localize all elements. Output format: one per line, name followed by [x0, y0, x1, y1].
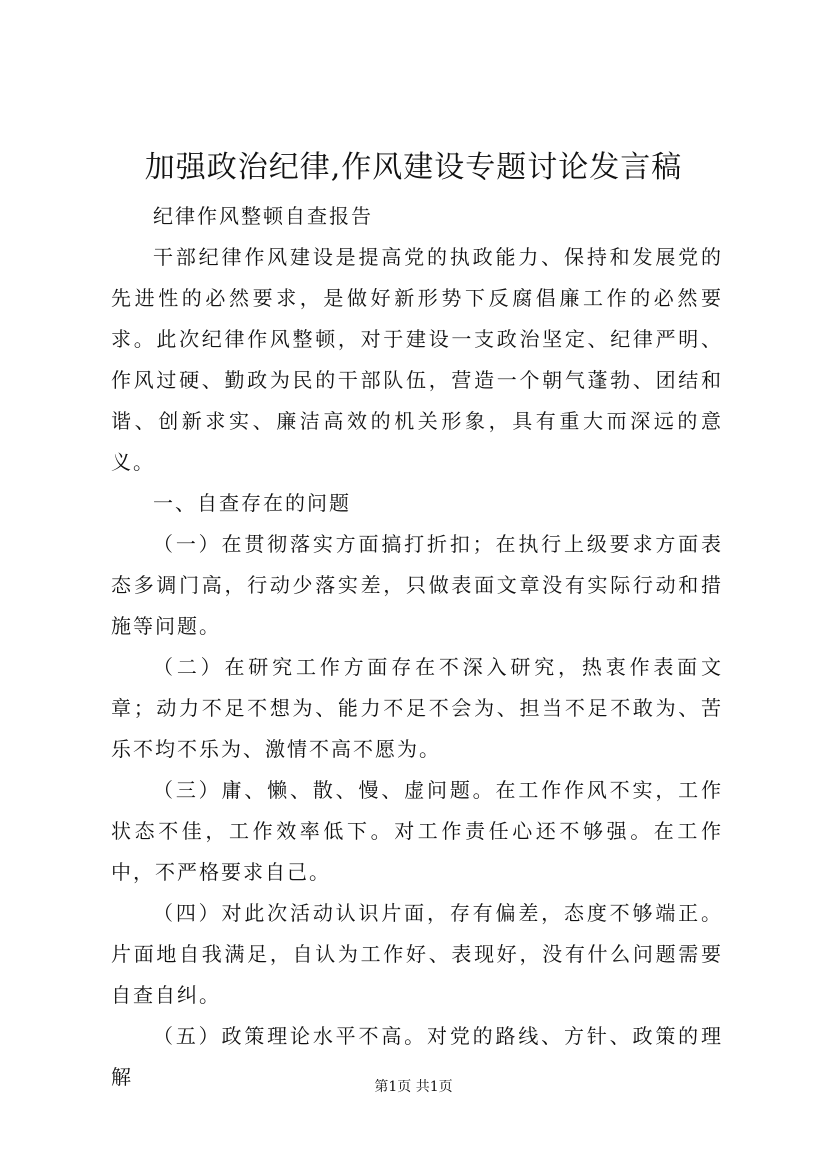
- document-title: 加强政治纪律,作风建设专题讨论发言稿: [144, 150, 683, 185]
- paragraph-intro: 干部纪律作风建设是提高党的执政能力、保持和发展党的先进性的必然要求，是做好新形势下反腐倡廉工作的必然要求。此次纪律作风整顿，对于建设一支政治坚定、纪律严明、作风过硬、勤政为民的干部队伍，营造一个朝气蓬勃、团结和谐、创新求实、廉洁高效的机关形象，具有重大而深远的意义。: [111, 245, 723, 474]
- document-body: [111, 196, 723, 1098]
- paragraph-subtitle: 纪律作风整顿自查报告: [153, 204, 373, 228]
- paragraph-item-1: （一）在贯彻落实方面搞打折扣；在执行上级要求方面表态多调门高，行动少落实差，只做表面文章没有实际行动和措施等问题。: [111, 532, 723, 638]
- page-footer: 第1页 共1页: [374, 1079, 453, 1095]
- section-heading: 一、自查存在的问题: [153, 491, 351, 515]
- paragraph-item-3: （三）庸、懒、散、慢、虚问题。在工作作风不实，工作状态不佳，工作效率低下。对工作责任心还不够强。在工作中，不严格要求自己。: [111, 778, 723, 884]
- paragraph-item-5: （五）政策理论水平不高。对党的路线、方针、政策的理解: [111, 1024, 723, 1089]
- paragraph-item-2: （二）在研究工作方面存在不深入研究，热衷作表面文章；动力不足不想为、能力不足不会为、担当不足不敢为、苦乐不均不乐为、激情不高不愿为。: [111, 655, 723, 761]
- paragraph-item-4: （四）对此次活动认识片面，存有偏差，态度不够端正。片面地自我满足，自认为工作好、表现好，没有什么问题需要自查自纠。: [111, 901, 723, 1007]
